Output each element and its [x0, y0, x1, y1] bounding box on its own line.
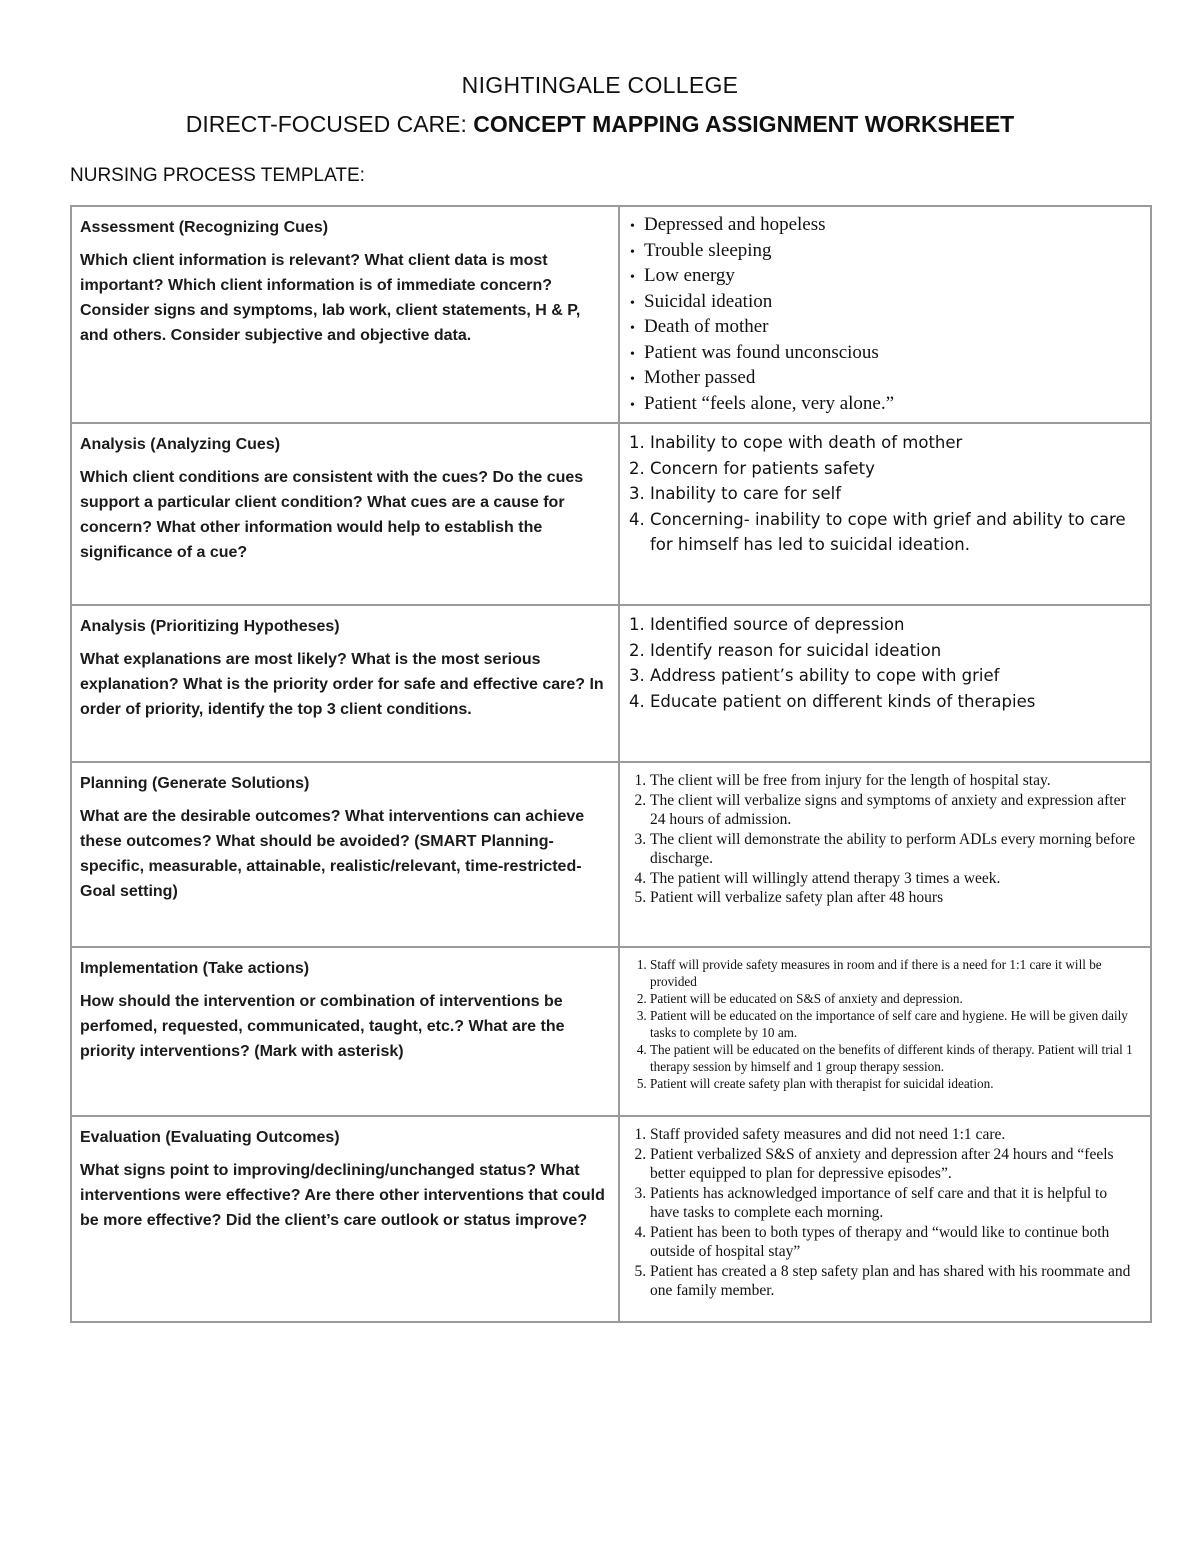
list-item: 5. Patient will create safety plan with therapist for suicidal ideation.	[650, 1075, 1142, 1092]
section-question: What explanations are most likely? What is the most serious explanation? What is the priority order for safe and effective care? In order of priority, identify the top 3 client conditions.	[80, 651, 604, 718]
section-title: Analysis (Prioritizing Hypotheses)	[80, 618, 340, 635]
list-item: 5. Patient will verbalize safety plan after 48 hours	[650, 888, 1140, 908]
evaluation-response-cell	[619, 1116, 1151, 1322]
section-question: What are the desirable outcomes? What interventions can achieve these outcomes? What should be avoided? (SMART Planning- specific, measurable, attainable, realistic/relevant, time-restricted- Goal setting)	[80, 808, 585, 900]
section-question: How should the intervention or combination of interventions be perfomed, requested, communicated, taught, etc.? What are the priority interventions? (Mark with asterisk)	[80, 993, 565, 1060]
planning-response-cell	[619, 762, 1151, 947]
evaluation-list	[620, 1125, 1150, 1301]
list-item: • Patient “feels alone, very alone.”	[630, 392, 1150, 418]
list-item: • Suicidal ideation	[630, 290, 1150, 316]
list-item: 2. Patient verbalized S&S of anxiety and depression after 24 hours and “feels better equipped to plan for depressive episodes”.	[650, 1145, 1140, 1184]
implementation-list	[620, 956, 1150, 1092]
list-item: • Patient was found unconscious	[630, 341, 1150, 367]
section-question: What signs point to improving/declining/unchanged status? What interventions were effective? Are there other interventions that could be more effective? Did the client’s care outlook or status improve?	[80, 1162, 605, 1229]
analyzing-cues-response-cell	[619, 423, 1151, 605]
list-item: 4. The patient will be educated on the benefits of different kinds of therapy. Patient will trial 1 therapy session by himself and 1 group therapy session.	[650, 1041, 1142, 1075]
table-row-prioritizing-hypotheses	[71, 605, 1151, 762]
prioritizing-prompt-cell	[71, 605, 619, 762]
college-name: NIGHTINGALE COLLEGE	[461, 72, 739, 98]
worksheet-title-prefix: DIRECT-FOCUSED CARE:	[185, 111, 467, 137]
list-item: 4. Patient has been to both types of therapy and “would like to continue both outside of hospital stay”	[650, 1223, 1140, 1262]
list-item: 3. Inability to care for self	[650, 481, 1140, 507]
nursing-process-table	[70, 205, 1152, 1323]
list-item: 1. Identified source of depression	[650, 612, 1140, 638]
section-title: Evaluation (Evaluating Outcomes)	[80, 1129, 340, 1146]
implementation-prompt-cell	[71, 947, 619, 1116]
planning-prompt-cell	[71, 762, 619, 947]
section-question: Which client conditions are consistent with the cues? Do the cues support a particular client condition? What cues are a cause for concern? What other information would help to establish the significance of a cue?	[80, 469, 584, 561]
list-item: • Low energy	[630, 264, 1150, 290]
table-row-assessment	[71, 206, 1151, 423]
planning-list	[620, 771, 1150, 908]
prioritizing-list	[620, 612, 1150, 714]
list-item: 3. Patients has acknowledged importance of self care and that it is helpful to have tasks to complete each morning.	[650, 1184, 1140, 1223]
template-label: NURSING PROCESS TEMPLATE:	[70, 165, 365, 186]
worksheet-title-bold: CONCEPT MAPPING ASSIGNMENT WORKSHEET	[473, 111, 1015, 137]
list-item: 2. Concern for patients safety	[650, 456, 1140, 482]
table-row-evaluation	[71, 1116, 1151, 1322]
list-item: 1. Staff provided safety measures and did not need 1:1 care.	[650, 1125, 1140, 1145]
table-row-implementation	[71, 947, 1151, 1116]
evaluation-prompt-cell	[71, 1116, 619, 1322]
table-row-analyzing-cues	[71, 423, 1151, 605]
prioritizing-response-cell	[619, 605, 1151, 762]
list-item: 3. The client will demonstrate the ability to perform ADLs every morning before discharge.	[650, 830, 1140, 869]
list-item: 1. Inability to cope with death of mother	[650, 430, 1140, 456]
section-title: Implementation (Take actions)	[80, 960, 310, 977]
table-row-planning	[71, 762, 1151, 947]
list-item: 5. Patient has created a 8 step safety plan and has shared with his roommate and one family member.	[650, 1262, 1140, 1301]
document-header	[0, 72, 1200, 138]
analyzing-cues-list	[620, 430, 1150, 558]
section-title: Planning (Generate Solutions)	[80, 775, 310, 792]
section-title: Analysis (Analyzing Cues)	[80, 436, 281, 453]
list-item: • Trouble sleeping	[630, 239, 1150, 265]
assessment-response-cell	[619, 206, 1151, 423]
worksheet-title	[0, 111, 1200, 138]
implementation-response-cell	[619, 947, 1151, 1116]
section-question: Which client information is relevant? What client data is most important? Which client information is of immediate concern? Consider signs and symptoms, lab work, client statements, H & P, and others. Consider subjective and objective data.	[80, 252, 581, 344]
list-item: 3. Address patient’s ability to cope with grief	[650, 663, 1140, 689]
analyzing-cues-prompt-cell	[71, 423, 619, 605]
list-item: 4. Educate patient on different kinds of therapies	[650, 689, 1140, 715]
list-item: • Mother passed	[630, 366, 1150, 392]
section-title: Assessment (Recognizing Cues)	[80, 219, 329, 236]
list-item: • Depressed and hopeless	[630, 213, 1150, 239]
list-item: 2. Patient will be educated on S&S of anxiety and depression.	[650, 990, 1142, 1007]
assessment-prompt-cell	[71, 206, 619, 423]
list-item: 3. Patient will be educated on the importance of self care and hygiene. He will be given daily tasks to complete by 10 am.	[650, 1007, 1142, 1041]
list-item: 2. Identify reason for suicidal ideation	[650, 638, 1140, 664]
list-item: 4. The patient will willingly attend therapy 3 times a week.	[650, 869, 1140, 889]
list-item: • Death of mother	[630, 315, 1150, 341]
assessment-cue-list	[620, 213, 1150, 417]
list-item: 1. The client will be free from injury for the length of hospital stay.	[650, 771, 1140, 791]
list-item: 4. Concerning- inability to cope with grief and ability to care for himself has led to suicidal ideation.	[650, 507, 1140, 558]
list-item: 1. Staff will provide safety measures in room and if there is a need for 1:1 care it will be provided	[650, 956, 1142, 990]
list-item: 2. The client will verbalize signs and symptoms of anxiety and expression after 24 hours of admission.	[650, 791, 1140, 830]
